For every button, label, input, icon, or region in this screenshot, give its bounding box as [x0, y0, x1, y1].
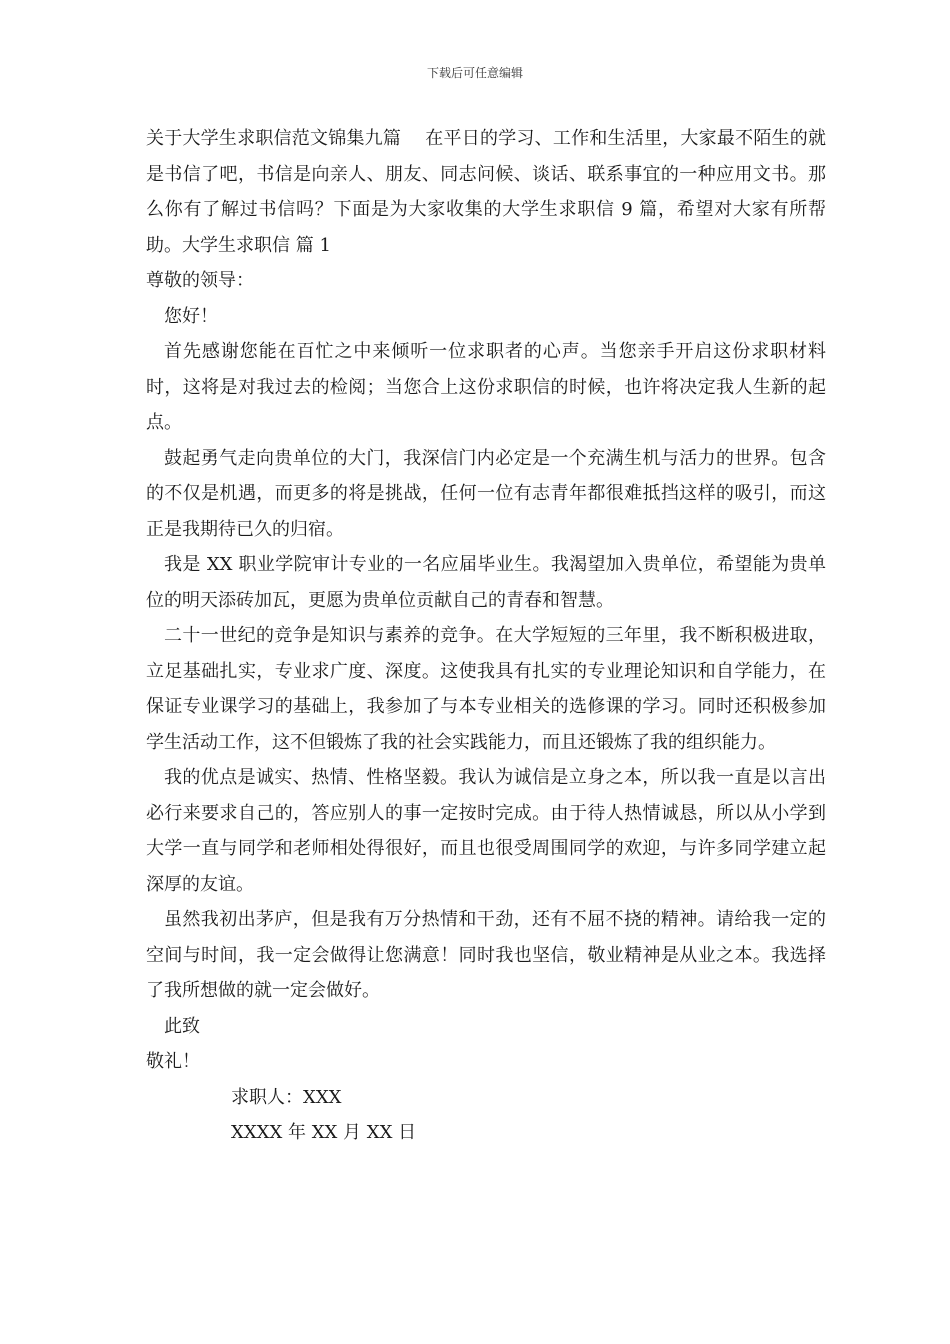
greeting: 您好！ — [164, 305, 218, 327]
body-paragraph: 二十一世纪的竞争是知识与素养的竞争。在大学短短的三年里，我不断积极进取，立足基础扎实，专业求广度、深度。这使我具有扎实的专业理论知识和自学能力，在保证专业课学习的基础上，我参加了与本专业相关的选修课的学习。同时还积极参加学生活动工作，这不但锻炼了我的社会实践能力，而且还锻炼了我的组织能力。 — [146, 625, 826, 753]
body-paragraph: 我的优点是诚实、热情、性格坚毅。我认为诚信是立身之本，所以我一直是以言出必行来要求自己的，答应别人的事一定按时完成。由于待人热情诚恳，所以从小学到大学一直与同学和老师相处得很好，而且也很受周围同学的欢迎，与许多同学建立起深厚的友谊。 — [146, 767, 826, 895]
body-paragraph: 虽然我初出茅庐，但是我有万分热情和干劲，还有不屈不挠的精神。请给我一定的空间与时间，我一定会做得让您满意！同时我也坚信，敬业精神是从业之本。我选择了我所想做的就一定会做好。 — [146, 909, 826, 1001]
letter-date: XXXX 年 XX 月 XX 日 — [231, 1122, 417, 1143]
closing-line: 此致 — [164, 1015, 200, 1037]
header-note: 下载后可任意编辑 — [426, 66, 523, 80]
body-paragraph: 我是 XX 职业学院审计专业的一名应届毕业生。我渴望加入贵单位，希望能为贵单位的明天添砖加瓦，更愿为贵单位贡献自己的青春和智慧。 — [146, 554, 826, 611]
closing-salute: 敬礼！ — [146, 1051, 200, 1072]
applicant-signature: 求职人：XXX — [231, 1086, 342, 1108]
body-paragraph: 鼓起勇气走向贵单位的大门，我深信门内必定是一个充满生机与活力的世界。包含的不仅是机遇，而更多的将是挑战，任何一位有志青年都很难抵挡这样的吸引，而这正是我期待已久的归宿。 — [146, 447, 826, 540]
body-paragraph: 首先感谢您能在百忙之中来倾听一位求职者的心声。当您亲手开启这份求职材料时，这将是对我过去的检阅；当您合上这份求职信的时候，也许将决定我人生新的起点。 — [146, 341, 826, 433]
salutation: 尊敬的领导： — [146, 270, 254, 291]
letter-body — [146, 121, 826, 1151]
intro-paragraph: 关于大学生求职信范文锦集九篇 在平日的学习、工作和生活里，大家最不陌生的就是书信了吧，书信是向亲人、朋友、同志问候、谈话、联系事宜的一种应用文书。那么你有了解过书信吗？下面是为大家收集的大学生求职信 9 篇，希望对大家有所帮助。大学生求职信 篇 1 — [146, 128, 826, 256]
